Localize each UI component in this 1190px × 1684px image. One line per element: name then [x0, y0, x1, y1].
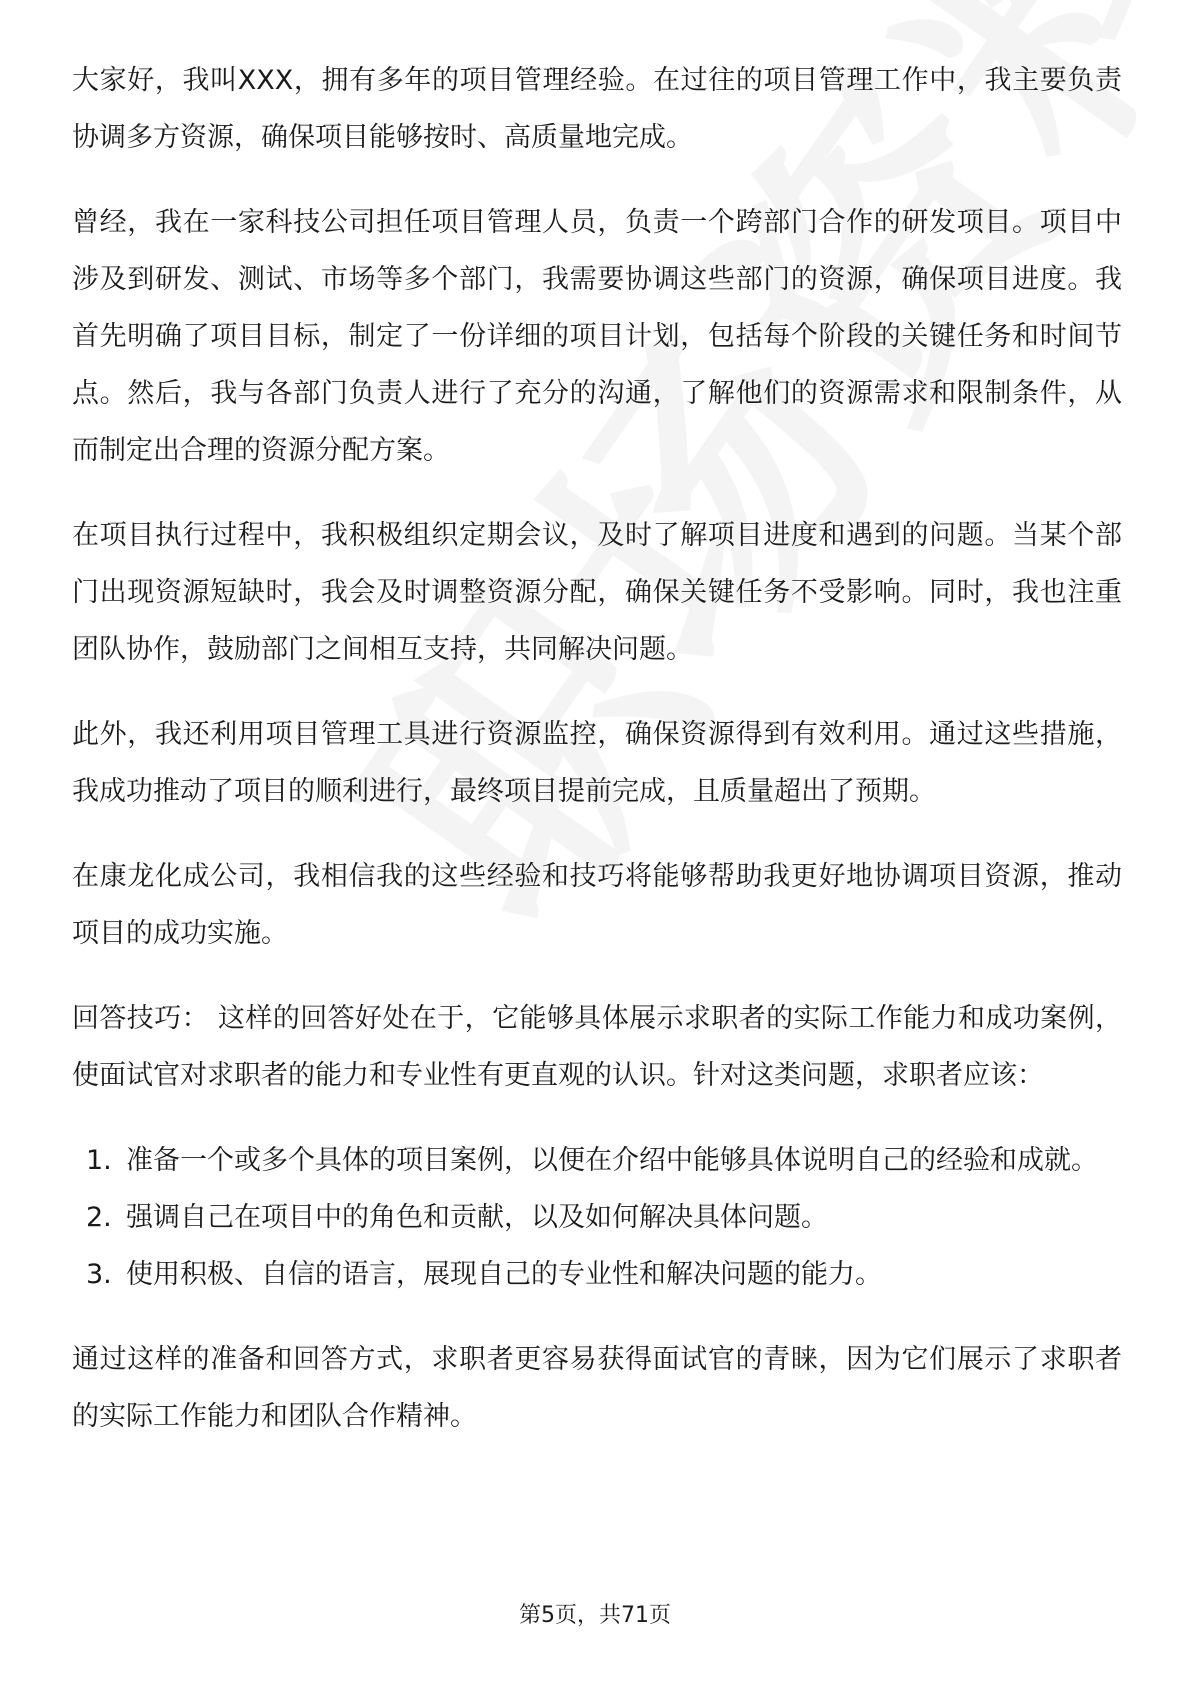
list-number: 2. [86, 1202, 112, 1233]
tips-list [72, 1132, 1122, 1303]
paragraph-intro: 大家好，我叫XXX，拥有多年的项目管理经验。在过往的项目管理工作中，我主要负责协调多方资源，确保项目能够按时、高质量地完成。 [72, 65, 1122, 153]
list-item [72, 1189, 1122, 1246]
list-number: 3. [86, 1259, 112, 1290]
list-text: 准备一个或多个具体的项目案例，以便在介绍中能够具体说明自己的经验和成就。 [126, 1145, 1098, 1176]
paragraph-tips: 回答技巧： 这样的回答好处在于，它能够具体展示求职者的实际工作能力和成功案例，使面试官对求职者的能力和专业性有更直观的认识。针对这类问题，求职者应该： [72, 1003, 1122, 1091]
paragraph-experience: 曾经，我在一家科技公司担任项目管理人员，负责一个跨部门合作的研发项目。项目中涉及到研发、测试、市场等多个部门，我需要协调这些部门的资源，确保项目进度。我首先明确了项目目标，制定了一份详细的项目计划，包括每个阶段的关键任务和时间节点。然后，我与各部门负责人进行了充分的沟通，了解他们的资源需求和限制条件，从而制定出合理的资源分配方案。 [72, 207, 1122, 466]
list-text: 使用积极、自信的语言，展现自己的专业性和解决问题的能力。 [126, 1259, 882, 1290]
list-item [72, 1132, 1122, 1189]
document-body [72, 52, 1122, 1473]
list-item [72, 1246, 1122, 1303]
paragraph-closing: 通过这样的准备和回答方式，求职者更容易获得面试官的青睐，因为它们展示了求职者的实际工作能力和团队合作精神。 [72, 1344, 1122, 1432]
paragraph-company: 在康龙化成公司，我相信我的这些经验和技巧将能够帮助我更好地协调项目资源，推动项目的成功实施。 [72, 861, 1122, 949]
page-footer: 第5页，共71页 [519, 1603, 671, 1628]
list-text: 强调自己在项目中的角色和贡献，以及如何解决具体问题。 [126, 1202, 828, 1233]
paragraph-tools: 此外，我还利用项目管理工具进行资源监控，确保资源得到有效利用。通过这些措施，我成功推动了项目的顺利进行，最终项目提前完成，且质量超出了预期。 [72, 719, 1122, 807]
paragraph-execution: 在项目执行过程中，我积极组织定期会议，及时了解项目进度和遇到的问题。当某个部门出现资源短缺时，我会及时调整资源分配，确保关键任务不受影响。同时，我也注重团队协作，鼓励部门之间相互支持，共同解决问题。 [72, 520, 1122, 665]
list-number: 1. [86, 1145, 112, 1176]
